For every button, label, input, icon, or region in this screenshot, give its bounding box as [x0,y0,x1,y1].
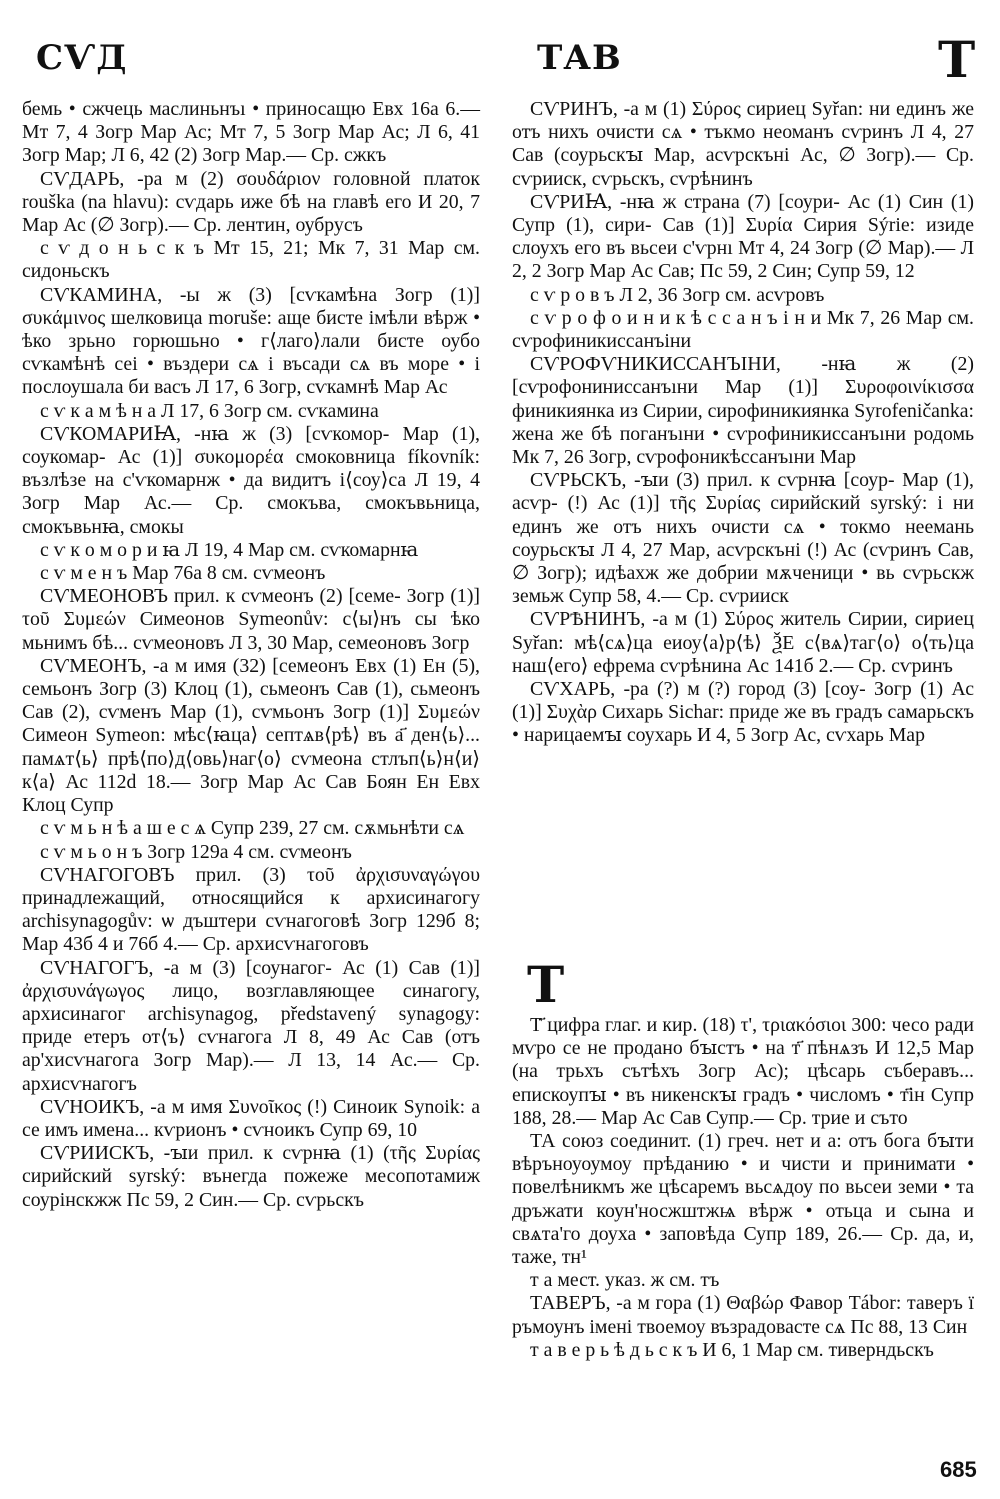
entry: ϹѴНАГОГОВЪ прил. (3) τοῦ ἀρχισυναγώγου принадлежащий, относящийся к архисинагогу archisynagogův: ѡ дъштери сѵнагоговѣ Зогр 129б 8; Мар 43б 4 и 76б 4.— Ср. архисѵнагоговъ [22,863,480,956]
header-center-guide: ТАВ [537,38,622,78]
section-letter: Т [527,955,565,1014]
entry: с ѵ к а м ѣ н а Л 17, 6 Зогр см. сѵкамина [40,399,379,422]
entry: ТА союз соединит. (1) греч. нет и а: отъ бога бꙑти вѣръноуоумоу прѣданию • и чисти и принимати • повелѣникмъ же цѣсаремъ вьсѧдоу по вьсеи земи • та дръжати коун'носжштжѩ вѣрж • отьца и сына и свѧта'го доуха • заповѣда Супр 189, 26.— Ср. да, и, таже, тн¹ [512,1130,974,1269]
entry: с ѵ к о м о р и ꙗ Л 19, 4 Мар см. сѵкомарнꙗ [40,538,419,561]
entry: т а в е р ь ѣ д ь с к ъ И 6, 1 Мар см. тиверндьскъ [530,1338,934,1361]
entry: т а мест. указ. ж см. тъ [530,1269,720,1292]
entry: бемь • сжчець маслиньнъı • приносащю Евх 16а 6.— Мт 7, 4 Зогр Мар Ас; Мт 7, 5 Зогр Мар Ас; Л 6, 41 Зогр Мар; Л 6, 42 (2) Зогр Мар.— Ср. сжкъ [22,98,480,167]
entry: ϹѴКАМИНА, -ы ж (3) [сѵкамѣна Зогр (1)] συκάμινος шелковица moruše: аще бисте імѣли вѣрж • ѣко зрьно горюшьно • г⟨лаго⟩лали бисте оубо сѵкамѣнѣ сеі • въздери сѧ і въсади сѧ въ море • і послоушала би васъ Л 17, 6 Зогр, сѵкамнѣ Мар Ас [22,283,480,399]
entry: ϹѴРЬСКЪ, -ꙑи (3) прил. к сѵрнꙗ [соур- Мар (1), асѵр- (!) Ас (1)] τῆς Συρίας сирийский syrský: і ни единъ же отъ нихъ очисти сѧ • токмо неемань соурьскꙑ Л 4, 27 Мар, асѵрскъні (!) Ас (сѵринъ Сав, ∅ Зогр); идѣахж же добрии мѫченици • вь сѵрьскж земьж Супр 58, 4.— Ср. сѵрииск [512,469,974,608]
entry: ϹѴРИИСКЪ, -ꙑи прил. к сѵрнꙗ (1) (τῆς Συρίας сирийский syrský: вънегда пожеже месопотамиж соурінскжж Пс 59, 2 Син.— Ср. сѵрьскъ [22,1142,480,1211]
entry: с ѵ р о в ъ Л 2, 36 Зогр см. асѵровъ [530,283,825,306]
right-column-section-t [512,1014,974,1362]
entry: с ѵ д о н ь с к ъ Мт 15, 21; Мк 7, 31 Мар см. сидоньскъ [22,237,480,283]
entry: ϹѴХАРЬ, -ра (?) м (?) город (3) [соу- Зогр (1) Ас (1)] Συχὰρ Сихарь Sichar: приде же въ градъ самарьскъ • нарицаемꙑ соухарь И 4, 5 Зогр Ас, сѵхарь Мар [512,678,974,747]
entry: ТАВЕРЪ, -а м гора (1) Θαβώρ Фавор Tábor: таверъ ї ръмоунъ імені твоемоу възрадовасте сѧ Пс 88, 13 Син [512,1292,974,1338]
entry: Т҃ цифра глаг. и кир. (18) τ', τριακόσιοι 300: чесо ради мѵро се не продано бꙑстъ • на т҃ пѣнѧзъ И 12,5 Мар (на трьхъ сътѣхъ Зогр Ас); цѣсарь съберавъ... епискоупꙑ • въ никенскꙑ градъ • числомъ • т҃ін Супр 188, 28.— Мар Ас Сав Супр.— Ср. трие и съто [512,1014,974,1129]
entry: с ѵ м ь н ѣ а ш е с ѧ Супр 239, 27 см. сѫмьнѣти сѧ [40,817,465,840]
page-number: 685 [940,1457,977,1482]
entry: с ѵ р о ф о и н и к ѣ с с а н ъ і н и Мк 7, 26 Мар см. сѵрофиникиссанъiни [512,306,974,353]
entry: с ѵ м е н ъ Мар 76а 8 см. сѵмеонъ [40,562,326,585]
entry: ϹѴМЕОНОВЪ прил. к сѵмеонъ (2) [семе- Зогр (1)] τοῦ Συμεών Симеонов Symeonův: с⟨ы⟩нъ сы ѣко мьнимъ бѣ... сѵмеоновъ Л 3, 30 Мар, семеоновъ Зогр [22,585,480,654]
entry: ϹѴМЕОНЪ, -а м имя (32) [семеонъ Евх (1) Ен (5), семьонъ Зогр (3) Клоц (1), сьмеонъ Сав (1), сьмеонъ Сав (2), сѵменъ Мар (1), сѵмьонъ Зогр (1)] Συμεών Симеон Symeon: мѣс⟨ꙗца⟩ септѧв⟨рѣ⟩ въ а҃ ден⟨ь⟩... памѧт⟨ь⟩ прѣ⟨по⟩д⟨овь⟩наг⟨о⟩ сѵмеона стлъп⟨ь⟩н⟨и⟩к⟨а⟩ Ас 112d 18.— Зогр Мар Ас Сав Боян Ен Евх Клоц Супр [22,654,480,817]
entry: ϹѴРИНЪ, -а м (1) Σύρος сириец Syřan: ни единъ же отъ нихъ очисти сѧ • тъкмо неоманъ сѵринъ Л 4, 27 Сав (соурьскꙑ Мар, асѵрскъні Ас, ∅ Зогр).— Ср. сѵрииск, сѵрьскъ, сѵрѣнинъ [512,98,974,190]
entry: ϹѴРОФѴНИКИССАНЪIНИ, -нꙗ ж (2) [сѵрофониниссанъıни Мар (1)] Συροφοινίκισσα финикиянка из Сирии, сирофиникиянка Syrofeničanka: жена же бѣ поганъıни • сѵрофиникиссанъıни родомь Мк 7, 26 Зогр, сѵрофоникѣссанъıни Мар [512,353,974,469]
entry: ϹѴКОМАРИꙖ, -нꙗ ж (3) [сѵкомор- Мар (1), соукомар- Ас (1)] συκομορέα смоковница fíkovník: възлѣзе на с'ѵкомарнж • да видитъ і⟨соу⟩са Л 19, 4 Зогр Мар Ас.— Ср. смокъва, смокъвьница, смокъвьнꙗ, смокы [22,422,480,538]
entry: ϹѴНАГОГЪ, -а м (3) [соунагог- Ас (1) Сав (1)] ἀρχισυνάγωγος лицо, возглавляющее синагогу, архисинагог archisynagog, představený synagogy: приде етеръ от⟨ъ⟩ сѵнагога Л 8, 49 Ас Сав (отъ ар'хисѵнагога Зогр Мар).— Л 13, 14 Ас.— Ср. архисѵнагогъ [22,956,480,1095]
entry: ϹѴНОИКЪ, -а м имя Συνοῖκος (!) Синоик Synoik: а се имъ имена... кѵрионъ • сѵноикъ Супр 69, 10 [22,1095,480,1141]
left-column [22,98,480,1212]
header-left-guide: ϹѴД [36,38,128,78]
entry: ϹѴРИꙖ, -нꙗ ж страна (7) [соури- Ас (1) Син (1) Супр (1), сири- Сав (1)] Συρία Сирия Sýrie: изиде слоухъ его въ вьсеи с'ѵрнı Мт 4, 24 Зогр (∅ Мар).— Л 2, 2 Зогр Мар Ас Сав; Пс 59, 2 Син; Супр 59, 12 [512,190,974,283]
entry: с ѵ м ь о н ъ Зогр 129а 4 см. сѵмеонъ [40,840,352,863]
entry: ϹѴРѢНИНЪ, -а м (1) Σύρος житель Сирии, сириец Syřan: мѣ⟨сѧ⟩ца еиоу⟨а⟩р⟨ѣ⟩ ѮЕ с⟨вѧ⟩таг⟨о⟩ о⟨ть⟩ца наш⟨его⟩ ефрема сѵрѣнина Ас 141б 2.— Ср. сѵринъ [512,608,974,677]
entry: ϹѴДАРЬ, -ра м (2) σουδάριον головной платок rouška (na hlavu): сѵдарь иже бѣ на главѣ его И 20, 7 Мар Ас (∅ Зогр).— Ср. лентин, оубрусъ [22,167,480,237]
header-right-letter: Т [938,30,976,89]
right-column [512,98,974,748]
